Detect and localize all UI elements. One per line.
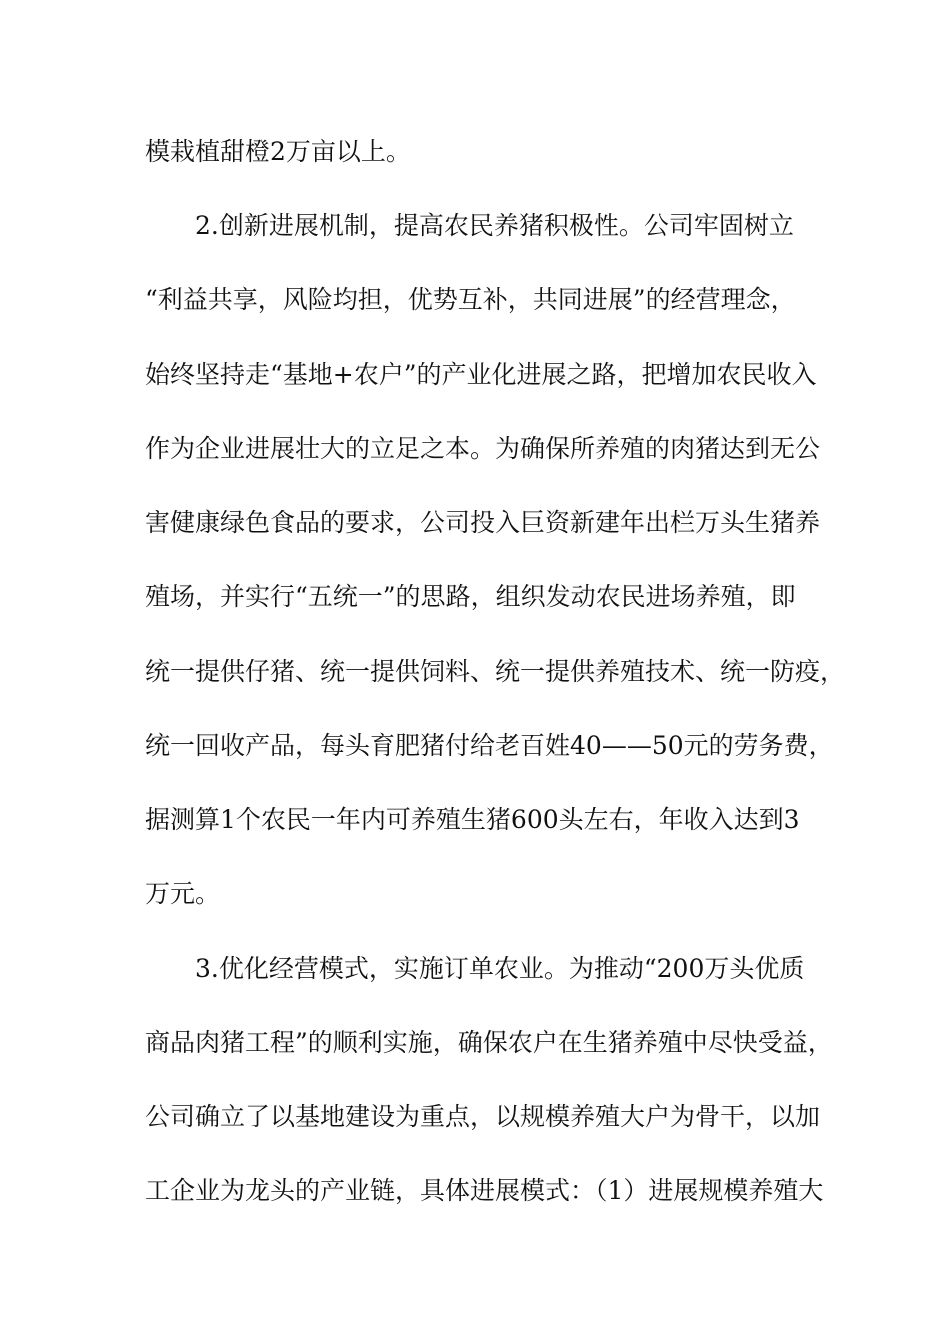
text-line: 公司确立了以基地建设为重点，以规模养殖大户为骨干，以加	[145, 1102, 821, 1131]
text-line: 统一提供仔猪、统一提供饲料、统一提供养殖技术、统一防疫，	[145, 657, 846, 686]
text-line: “利益共享，风险均担，优势互补，共同进展”的经营理念，	[145, 285, 796, 314]
text-line: 始终坚持走“基地+农户”的产业化进展之路，把增加农民收入	[145, 360, 817, 389]
text-line: 害健康绿色食品的要求，公司投入巨资新建年出栏万头生猪养	[145, 508, 821, 537]
paragraph-heading: 3.优化经营模式，实施订单农业。为推动“200万头优质	[195, 954, 805, 983]
text-line: 作为企业进展壮大的立足之本。为确保所养殖的肉猪达到无公	[145, 434, 821, 463]
text-line: 工企业为龙头的产业链，具体进展模式：（1）进展规模养殖大	[145, 1176, 824, 1205]
text-line: 殖场，并实行“五统一”的思路，组织发动农民进场养殖，即	[145, 582, 796, 611]
text-line: 统一回收产品，每头育肥猪付给老百姓40——50元的劳务费，	[145, 731, 834, 760]
paragraph-heading: 2.创新进展机制，提高农民养猪积极性。公司牢固树立	[195, 211, 794, 240]
text-line: 万元。	[145, 879, 221, 908]
text-line: 商品肉猪工程”的顺利实施，确保农户在生猪养殖中尽快受益，	[145, 1028, 833, 1057]
text-line: 模栽植甜橙2万亩以上。	[145, 137, 411, 166]
text-line: 据测算1个农民一年内可养殖生猪600头左右，年收入达到3	[145, 805, 800, 834]
